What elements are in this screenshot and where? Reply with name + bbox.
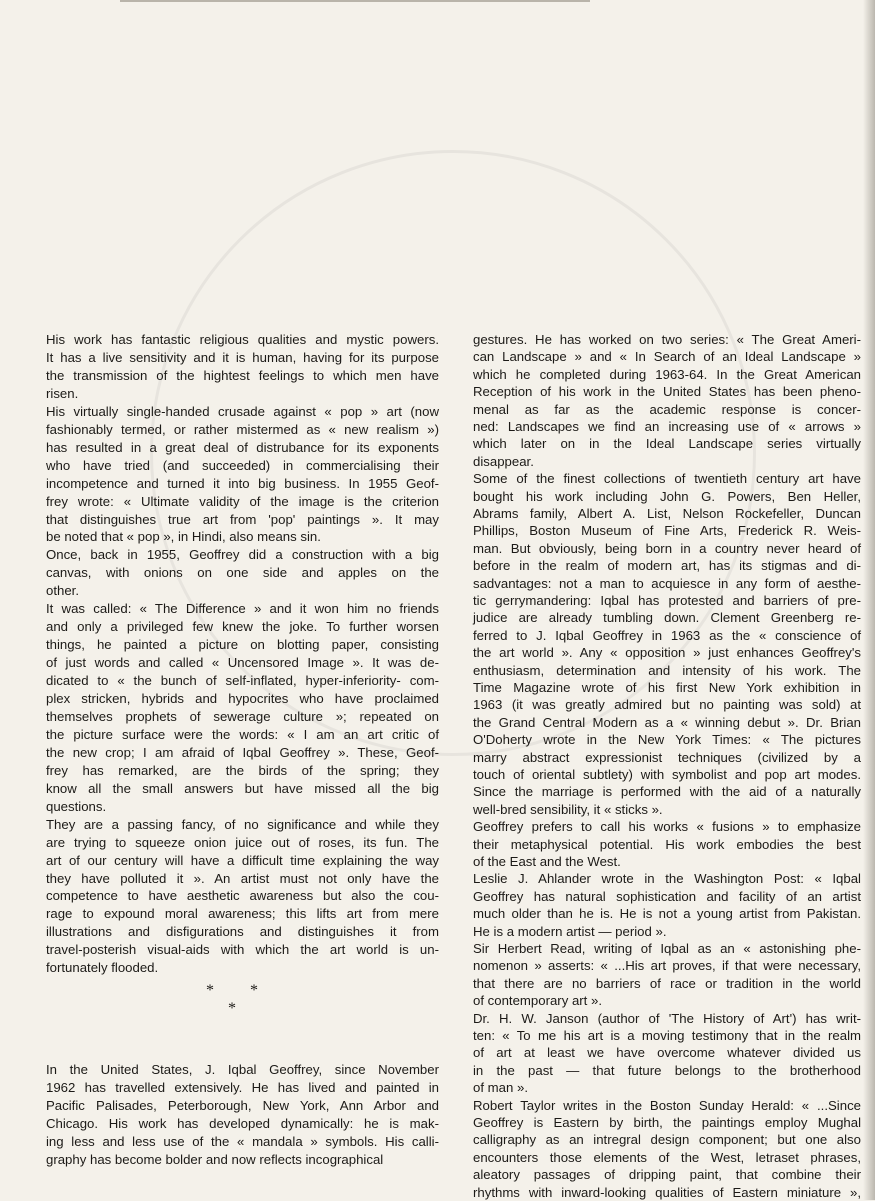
text-line: bought his work including John G. Powers, Ben Heller, <box>473 488 861 504</box>
text-line: Geoffrey prefers to call his works « fusions » to emphasize <box>473 819 861 835</box>
text-line: ten: « To me his art is a moving testimony that in the realm <box>473 1028 861 1043</box>
text-line: Once, back in 1955, Geoffrey did a construction with a big <box>46 547 439 563</box>
text-line: has resulted in a great deal of distrubance for its exponents <box>46 439 439 455</box>
text-line: and only a privileged few knew the joke. To further worsen <box>46 619 439 635</box>
text-line: graphy has become bolder and now reflects incographical <box>46 1151 384 1167</box>
text-line: Geoffrey is Eastern by birth, the paintings employ Mughal <box>473 1115 861 1130</box>
text-line: calligraphy as an intregral design component; but one also <box>473 1132 861 1148</box>
text-line: It was called: « The Difference » and it won him no friends <box>46 601 439 617</box>
text-line: touch of oriental subtlety) with symbolist and pop art modes. <box>473 767 861 782</box>
text-line: Chicago. His work has developed dynamically: he is mak- <box>46 1115 439 1131</box>
text-line: illustrations and disfigurations and distinguishes it from <box>46 924 439 940</box>
text-line: the picture surface were the words: « I am an art critic of <box>46 726 439 742</box>
text-line: fashionably termed, or rather mistermed as « new realism ») <box>46 421 439 437</box>
text-line: rage to expound moral awareness; this lifts art from mere <box>46 906 439 922</box>
text-line: that distinguishes true art from 'pop' paintings ». It may <box>46 511 439 527</box>
text-line: incompetence and turned it into big business. In 1955 Geof- <box>46 475 439 491</box>
text-line: His work has fantastic religious qualities and mystic powers. <box>46 332 439 347</box>
text-line: Pacific Palisades, Peterborough, New York, Ann Arbor and <box>46 1097 439 1113</box>
text-line: who have tried (and succeeded) in commercialising their <box>46 457 439 473</box>
text-line: marry abstract expressionist techniques (civilized by a <box>473 749 861 765</box>
text-line: Time Magazine wrote of his first New York exhibition in <box>473 680 861 695</box>
text-line: know all the small answers but have missed all the big <box>46 780 439 796</box>
text-line: Reception of his work in the United States has been pheno- <box>473 384 861 400</box>
text-line: other. <box>46 583 79 599</box>
text-line: dicated to « the bunch of self-inflated, hyper-inferiority- com- <box>46 673 439 689</box>
text-line: fortunately flooded. <box>46 960 159 976</box>
page-edge-shadow <box>863 0 875 1200</box>
text-line: gestures. He has worked on two series: « The Great Ameri- <box>473 332 861 347</box>
text-line: the art world ». Any « opposition » just enhances Geoffrey's <box>473 645 861 661</box>
text-line: Dr. H. W. Janson (author of 'The History of Art') has writ- <box>473 1010 861 1026</box>
text-line: the Grand Central Modern as a « winning debut ». Dr. Brian <box>473 714 861 730</box>
text-line: sadvantages: not a man to acquiesce in any form of aesthe- <box>473 575 861 591</box>
text-line: questions. <box>46 798 107 814</box>
text-line: their metaphysical potential. His work embodies the best <box>473 836 861 852</box>
text-line: Abrams family, Albert A. List, Nelson Rockefeller, Duncan <box>473 506 861 521</box>
text-line: frey wrote: « Ultimate validity of the image is the criterion <box>46 493 439 509</box>
text-line: in the past — that future belongs to the brotherhood <box>473 1062 861 1078</box>
text-line: menal as far as the academic response is concer- <box>473 401 861 417</box>
text-line: travel-posterish visual-aids with which the art world is un- <box>46 942 439 958</box>
text-line: risen. <box>46 385 79 401</box>
text-line: be noted that « pop », in Hindi, also means sin. <box>46 529 321 545</box>
text-line: man. But obviously, being born in a country never heard of <box>473 540 861 556</box>
text-line: nomenon » asserts: « ...His art proves, if that were necessary, <box>473 958 861 974</box>
text-line: of contemporary art ». <box>473 993 603 1009</box>
text-line: ing less and less use of the « mandala » symbols. His calli- <box>46 1133 439 1149</box>
text-line: things, he painted a picture on blotting paper, consisting <box>46 637 439 653</box>
text-line: rhythms with inward-looking qualities of Eastern miniature », <box>473 1184 861 1200</box>
text-line: In the United States, J. Iqbal Geoffrey, since November <box>46 1062 439 1077</box>
text-line: the new crop; I am afraid of Iqbal Geoffrey ». These, Geof- <box>46 744 439 760</box>
text-line: judice are already tumbling down. Clement Greenberg re- <box>473 610 861 626</box>
text-line: much older than he is. He is not a young artist from Pakistan. <box>473 906 861 922</box>
text-line: His virtually single-handed crusade against « pop » art (now <box>46 403 439 419</box>
text-line: aleatory passages of dripping paint, that combine their <box>473 1167 861 1183</box>
text-line: frey has remarked, are the birds of the spring; they <box>46 762 439 778</box>
top-rule <box>120 0 590 2</box>
text-line: They are a passing fancy, of no significance and while they <box>46 816 439 832</box>
text-line: are trying to squeeze onion juice out of roses, its fun. The <box>46 834 439 850</box>
text-line: canvas, with onions on one side and apples on the <box>46 565 439 581</box>
text-line: Since the marriage is performed with the aid of a naturally <box>473 784 861 800</box>
text-line: of just words and called « Uncensored Image ». It was de- <box>46 655 439 671</box>
text-line: themselves prophets of sewerage culture »; repeated on <box>46 708 439 724</box>
text-line: of art at least we have overcome whatever divided us <box>473 1045 861 1061</box>
text-line: which he completed during 1963-64. In the Great American <box>473 366 861 382</box>
text-line: that there are no barriers of race or tradition in the world <box>473 975 861 991</box>
text-line: before in the realm of modern art, has its stigmas and di- <box>473 558 861 574</box>
text-line: Some of the finest collections of twentieth century art have <box>473 471 861 487</box>
text-line: It has a live sensitivity and it is human, having for its purpose <box>46 349 439 365</box>
text-line: can Landscape » and « In Search of an Ideal Landscape » <box>473 349 861 365</box>
text-line: O'Doherty wrote in the New York Times: « The pictures <box>473 732 861 748</box>
text-line: plex stricken, hybrids and hypocrites who have proclaimed <box>46 691 439 706</box>
text-line: Leslie J. Ahlander wrote in the Washington Post: « Iqbal <box>473 871 861 887</box>
text-line: of man ». <box>473 1080 528 1096</box>
text-line: which later on in the Ideal Landscape series virtually <box>473 436 861 452</box>
section-separator: * * * <box>206 982 274 1017</box>
text-line: art of our century will have a difficult time explaining the way <box>46 852 439 868</box>
text-line: the transmission of the hightest feelings to which men have <box>46 367 439 383</box>
text-line: ferred to J. Iqbal Geoffrey in 1963 as the « conscience of <box>473 627 861 643</box>
text-line: of the East and the West. <box>473 854 621 869</box>
text-line: enthusiasm, determination and intensity of his work. The <box>473 662 861 678</box>
text-line: tic gerrymandering: Iqbal has protested and barriers of pre- <box>473 593 861 608</box>
text-line: 1963 (it was greatly admired but no painting was sold) at <box>473 697 861 713</box>
text-line: Sir Herbert Read, writing of Iqbal as an « astonishing phe- <box>473 941 861 956</box>
text-line: competence to have aesthetic awareness but also the cou- <box>46 888 439 904</box>
text-line: Geoffrey has natural sophistication and facility of an artist <box>473 888 861 904</box>
text-line: they have polluted it ». An artist must not only have the <box>46 870 439 886</box>
text-line: ned: Landscapes we find an increasing use of « arrows » <box>473 419 861 434</box>
text-line: Robert Taylor writes in the Boston Sunday Herald: « ...Since <box>473 1097 861 1113</box>
text-line: well-bred sensibility, it « sticks ». <box>473 801 663 817</box>
text-line: 1962 has travelled extensively. He has lived and painted in <box>46 1079 439 1095</box>
text-line: encounters those elements of the West, letraset phrases, <box>473 1149 861 1165</box>
text-line: disappear. <box>473 453 534 469</box>
text-line: Phillips, Boston Museum of Fine Arts, Frederick R. Weis- <box>473 523 861 539</box>
text-line: He is a modern artist — period ». <box>473 923 667 939</box>
